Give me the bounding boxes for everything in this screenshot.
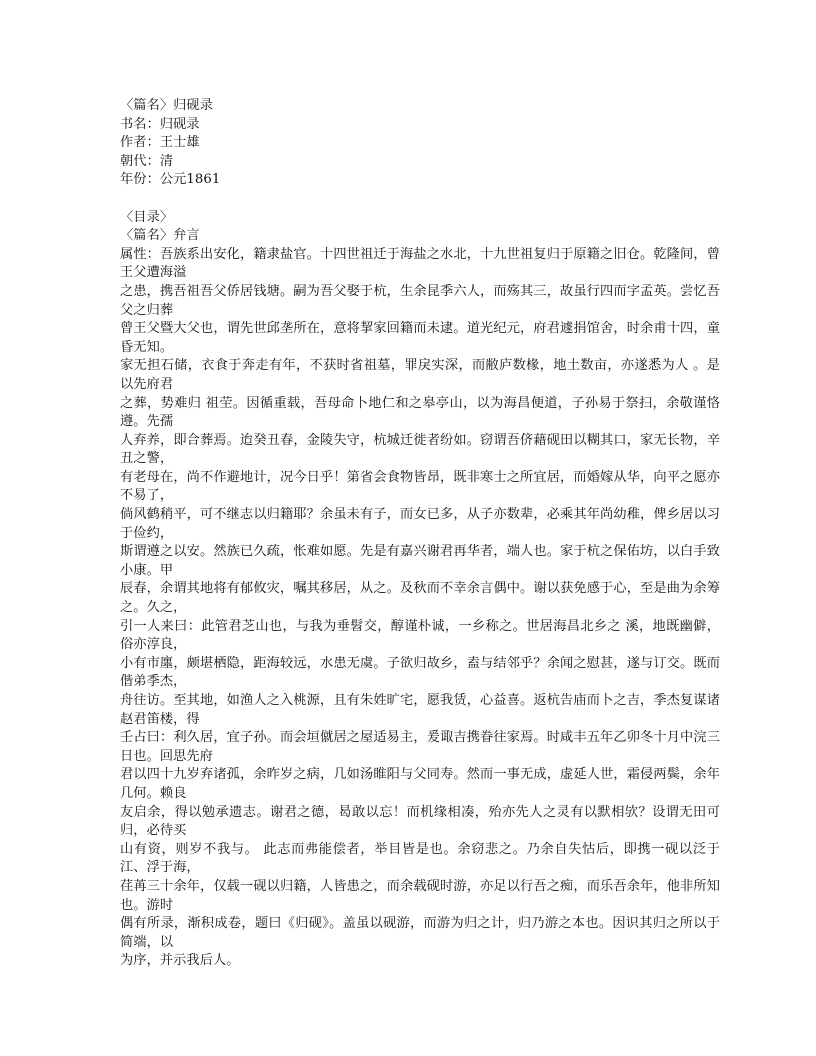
body-line: 君以四十九岁弃诸孤，余昨岁之病，几如汤睢阳与父同寿。然而一事无成，虚延人世，霜侵两鬓，余年几何。赖良 xyxy=(120,767,720,801)
body-line: 为序，并示我后人。 xyxy=(120,953,240,969)
chapter-heading: 〈篇名〉归砚录 xyxy=(120,98,214,113)
body-line: 山有资，则岁不我与。 此志而弗能偿者，举目皆是也。余窃悲之。乃余自失怙后，即携一砚以泛于江、浮于海， xyxy=(120,841,720,876)
section-heading: 〈篇名〉弁言 xyxy=(120,228,200,244)
body-line: 友启余，得以勉承遗志。谢君之德，曷敢以忘！而机缘相凑，殆亦先人之灵有以默相欤？设谓无田可归，必待买 xyxy=(120,804,720,839)
body-line: 曾王父暨大父也，谓先世邱垄所在，意将挈家回籍而未逮。道光纪元，府君遽捐馆舍，时余甫十四，童昏无知。 xyxy=(120,321,720,355)
body-line: 有老母在，尚不作避地计，况今日乎！第省会食物皆昂，既非寒士之所宜居，而婚嫁从华，向平之愿亦不易了， xyxy=(120,469,720,504)
body-line: 属性：吾族系出安化，籍隶盐官。十四世祖迁于海盐之水北，十九世祖复归于原籍之旧仓。乾隆间，曾王父遭海溢 xyxy=(120,246,720,281)
body-text xyxy=(120,246,720,971)
body-line: 引一人来曰：此管君芝山也，与我为垂髫交，醇谨朴诚，一乡称之。世居海昌北乡之 溪，地既幽僻，俗亦淳良， xyxy=(120,618,720,653)
body-line: 舟往访。至其地，如渔人之入桃源，且有朱姓旷宅，愿我赁，心益喜。返杭告庙而卜之吉，季杰复谋诸赵君笛楼，得 xyxy=(120,693,720,727)
toc-heading: 〈目录〉 xyxy=(120,209,174,225)
body-line: 小有市廛，颇堪栖隐，距海较远，水患无虞。子欲归故乡，盍与结邻乎？余闻之慰甚，遂与订交。既而偕弟季杰， xyxy=(120,655,720,690)
body-line: 家无担石储，衣食于奔走有年，不获时省祖墓，罪戾实深，而敝庐数椽，地土数亩，亦遂悉为人 。是以先府君 xyxy=(120,358,720,392)
body-line: 斯谓遵之以安。然族已久疏，怅难如愿。先是有嘉兴谢君再华者，端人也。家于杭之保佑坊，以白手致小康。甲 xyxy=(120,544,720,578)
book-name: 书名：归砚录 xyxy=(120,116,200,132)
body-line: 倘风鹤稍平，可不继志以归籍耶？余虽未有子，而女已多，从子亦数辈，必乘其年尚幼稚，俾乡居以习于俭约， xyxy=(120,507,720,541)
body-line: 偶有所录，渐积成卷，题曰《归砚》。盖虽以砚游，而游为归之计，归乃游之本也。因识其归之所以于简端，以 xyxy=(120,916,720,950)
year: 年份：公元1861 xyxy=(120,172,221,188)
spacer xyxy=(120,190,720,209)
body-line: 辰春，余谓其地将有郁攸灾，嘱其移居，从之。及秋而不幸余言偶中。谢以获免感于心，至是曲为余筹之。久之， xyxy=(120,581,720,616)
body-line: 之葬，势难归 祖茔。因循重载，吾母命卜地仁和之皋亭山，以为海昌便道，子孙易于祭扫，余敬谨恪遵。先孺 xyxy=(120,395,720,430)
body-line: 之患，携吾祖吾父侨居钱塘。嗣为吾父娶于杭，生余昆季六人，而殇其三，故虽行四而字孟英。尝忆吾父之归葬 xyxy=(120,283,720,318)
dynasty: 朝代：清 xyxy=(120,153,174,169)
author: 作者：王士雄 xyxy=(120,135,200,151)
body-line: 人弃养，即合葬焉。迨癸丑春，金陵失守，杭城迁徙者纷如。窃谓吾侪藉砚田以糊其口，家无长物，辛丑之警， xyxy=(120,432,720,467)
body-line: 荏苒三十余年，仅载一砚以归籍，人皆患之，而余载砚时游，亦足以行吾之痴，而乐吾余年，他非所知也。游时 xyxy=(120,878,720,913)
body-line: 壬占曰：利久居，宜子孙。而会垣僦居之屋适易主，爰诹吉携眷往家焉。时咸丰五年乙卯冬十月中浣三日也。回思先府 xyxy=(120,730,720,764)
document-content xyxy=(120,97,720,971)
